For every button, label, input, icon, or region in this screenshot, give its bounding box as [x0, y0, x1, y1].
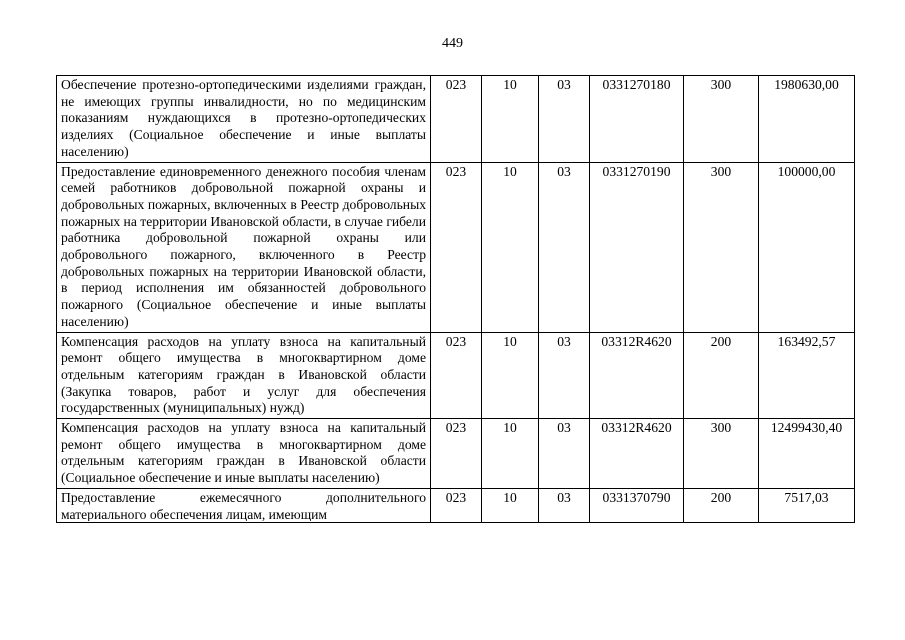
row-amount: 100000,00 — [759, 162, 855, 332]
row-expense-type: 300 — [684, 76, 759, 163]
row-target-code: 0331370790 — [590, 488, 684, 522]
table-row — [57, 332, 855, 419]
row-target-code: 03312R4620 — [590, 419, 684, 489]
row-amount: 163492,57 — [759, 332, 855, 419]
row-section: 10 — [482, 76, 539, 163]
row-description-cell — [57, 488, 431, 522]
row-amount: 1980630,00 — [759, 76, 855, 163]
row-expense-type: 300 — [684, 419, 759, 489]
row-description: Предоставление ежемесячного дополнительного материального обеспечения лицам, имеющим — [61, 489, 426, 521]
row-admin-code: 023 — [431, 76, 482, 163]
row-amount: 7517,03 — [759, 488, 855, 522]
row-subsection: 03 — [539, 332, 590, 419]
page-number: 449 — [442, 36, 463, 51]
row-target-code: 0331270190 — [590, 162, 684, 332]
row-admin-code: 023 — [431, 162, 482, 332]
table-row — [57, 488, 855, 522]
row-expense-type: 300 — [684, 162, 759, 332]
row-expense-type: 200 — [684, 488, 759, 522]
row-description: Предоставление единовременного денежного пособия членам семей работников добровольной пожарной охраны и добровольных пожарных, включенных в Реестр добровольных пожарных на территории Ивановской области, в случае гибели работника добровольной пожарной охраны или добровольного пожарного, включенного в Реестр добровольных пожарных на территории Ивановской области, в период исполнения им обязанностей добровольного пожарного (Социальное обеспечение и иные выплаты населению) — [57, 162, 431, 332]
row-expense-type: 200 — [684, 332, 759, 419]
table-row — [57, 76, 855, 163]
row-subsection: 03 — [539, 162, 590, 332]
row-section: 10 — [482, 419, 539, 489]
row-admin-code: 023 — [431, 488, 482, 522]
row-section: 10 — [482, 488, 539, 522]
row-description: Обеспечение протезно-ортопедическими изделиями граждан, не имеющих группы инвалидности, но по медицинским показаниям нуждающихся в протезно-ортопедических изделиях (Социальное обеспечение и иные выплаты населению) — [57, 76, 431, 163]
row-section: 10 — [482, 332, 539, 419]
row-section: 10 — [482, 162, 539, 332]
row-admin-code: 023 — [431, 332, 482, 419]
row-subsection: 03 — [539, 419, 590, 489]
row-subsection: 03 — [539, 76, 590, 163]
row-description: Компенсация расходов на уплату взноса на капитальный ремонт общего имущества в многоквартирном доме отдельным категориям граждан в Ивановской области (Социальное обеспечение и иные выплаты населению) — [57, 419, 431, 489]
table-row — [57, 162, 855, 332]
row-subsection: 03 — [539, 488, 590, 522]
budget-table — [56, 75, 855, 523]
row-amount: 12499430,40 — [759, 419, 855, 489]
row-target-code: 03312R4620 — [590, 332, 684, 419]
row-target-code: 0331270180 — [590, 76, 684, 163]
row-description: Компенсация расходов на уплату взноса на капитальный ремонт общего имущества в многоквартирном доме отдельным категориям граждан в Ивановской области (Закупка товаров, работ и услуг для обеспечения государственных (муниципальных) нужд) — [57, 332, 431, 419]
row-admin-code: 023 — [431, 419, 482, 489]
table-row — [57, 419, 855, 489]
